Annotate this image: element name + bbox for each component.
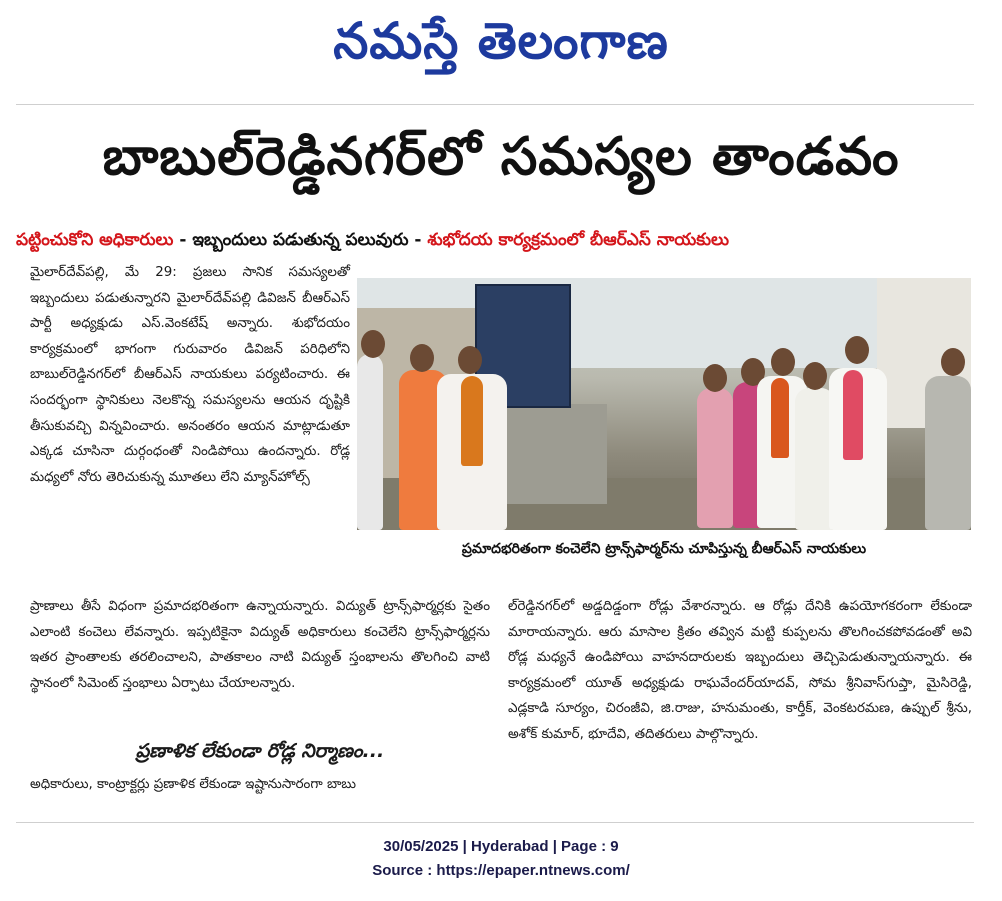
person-head: [410, 344, 434, 372]
crosshead: ప్రణాళిక లేకుండా రోడ్ల నిర్మాణం...: [135, 740, 385, 762]
subhead-part-3: శుభోదయ కార్యక్రమంలో బీఆర్‌ఎస్‌ నాయకులు: [427, 230, 729, 250]
article-paragraph-left: ప్రాణాలు తీసే విధంగా ప్రమాదభరితంగా ఉన్నాయన్నారు. విద్యుత్‌ ట్రాన్స్‌ఫార్మర్లకు సైతం ఎలాంటి కంచెలు లేవన్నారు. ఇప్పటికైనా విద్యుత్‌ అధికారులు కంచెలేని ట్రాన్స్‌ఫార్మర్లను ఇతర ప్రాంతాలకు తరలించాలని, పాతకాలం నాటి విద్యుత్‌ స్తంభాలను తొలగించి వాటి స్థానంలో సిమెంట్‌ స్తంభాలు ఏర్పాటు చేయాలన్నారు.: [30, 599, 490, 691]
article-paragraph-right: ల్‌రెడ్డినగర్‌లో అడ్డదిడ్డంగా రోడ్లు వేశారన్నారు. ఆ రోడ్లు దేనికి ఉపయోగకరంగా లేకుండా మారాయన్నారు. ఆరు మాసాల క్రితం తవ్విన మట్టి కుప్పలను తొలగించకపోవడంతో అవి రోడ్ల మధ్యనే ఉండిపోయి వాహనదారులకు ఇబ్బందులు తెచ్చిపెడుతున్నాయన్నారు. ఈ కార్యక్రమంలో యూత్‌ అధ్యక్షుడు రాఘవేందర్‌యాదవ్‌, సోమ శ్రీనివాస్‌గుప్తా, మైసిరెడ్డి, ఎడ్లకాడి సూర్యం, చిరంజీవి, జి.రాజు, హనుమంతు, కార్తీక్‌, వెంకటరమణ, ఉప్పుల్‌ శ్రీను, అశోక్‌ కుమార్‌, భూదేవి, తదితరులు పాల్గొన్నారు.: [508, 599, 972, 742]
footer-divider: [16, 822, 974, 823]
person-head: [803, 362, 827, 390]
person-head: [941, 348, 965, 376]
shawl: [771, 378, 789, 458]
photo-caption: ప్రమాదభరితంగా కంచెలేని ట్రాన్స్‌ఫార్మర్‌ను చూపిస్తున్న బీఆర్‌ఎస్‌ నాయకులు: [461, 541, 867, 557]
article-paragraph-top: మైలార్‌దేవ్‌పల్లి, మే 29: ప్రజలు సానిక సమస్యలతో ఇబ్బందులు పడుతున్నారని మైలార్‌దేవ్‌పల్లి డివిజన్‌ బీఆర్‌ఎస్‌ పార్టీ అధ్యక్షుడు ఎస్‌.వెంకటేష్‌ అన్నారు. శుభోదయం కార్యక్రమంలో భాగంగా గురువారం డివిజన్‌ పరిధిలోని బాబుల్‌రెడ్డినగర్‌లో బీఆర్‌ఎస్‌ నాయకులు పర్యటించారు. ఈ సందర్భంగా స్థానికులు నెలకొన్న సమస్యలను ఆయన దృష్టికి తీసుకువచ్చి విన్నవించారు. అనంతరం ఆయన మాట్లాడుతూ ఎక్కడ చూసినా దుర్గంధంతో నిండిపోయి ఉందన్నారు. రోడ్ల మధ్యలో నోరు తెరిచుకున్న మూతలు లేని మ్యాన్‌హోల్స్‌: [30, 265, 350, 485]
article-paragraph-left-last: అధికారులు, కాంట్రాక్టర్లు ప్రణాళిక లేకుండా ఇష్టానుసారంగా బాబు: [30, 777, 356, 792]
person-head: [771, 348, 795, 376]
person: [925, 376, 971, 530]
person-head: [458, 346, 482, 374]
shawl: [843, 370, 863, 460]
headline: బాబుల్‌రెడ్డినగర్‌లో సమస్యల తాండవం: [102, 127, 900, 187]
footer-source: Source : https://epaper.ntnews.com/: [372, 862, 630, 879]
person: [697, 388, 733, 528]
shawl: [461, 376, 483, 466]
photo-plinth: [507, 404, 607, 504]
person-head: [845, 336, 869, 364]
subhead-part-1: పట్టించుకోని అధికారులు: [16, 230, 174, 250]
person-head: [361, 330, 385, 358]
subhead-part-2: - ఇబ్బందులు పడుతున్న పలువురు -: [173, 230, 428, 250]
news-photo: [357, 278, 971, 530]
footer-dateline: 30/05/2025 | Hyderabad | Page : 9: [383, 838, 619, 855]
divider: [16, 104, 974, 105]
person: [357, 354, 383, 530]
subheadline: [16, 225, 986, 255]
person-head: [703, 364, 727, 392]
masthead-logo: నమస్తే తెలంగాణ: [333, 11, 669, 70]
